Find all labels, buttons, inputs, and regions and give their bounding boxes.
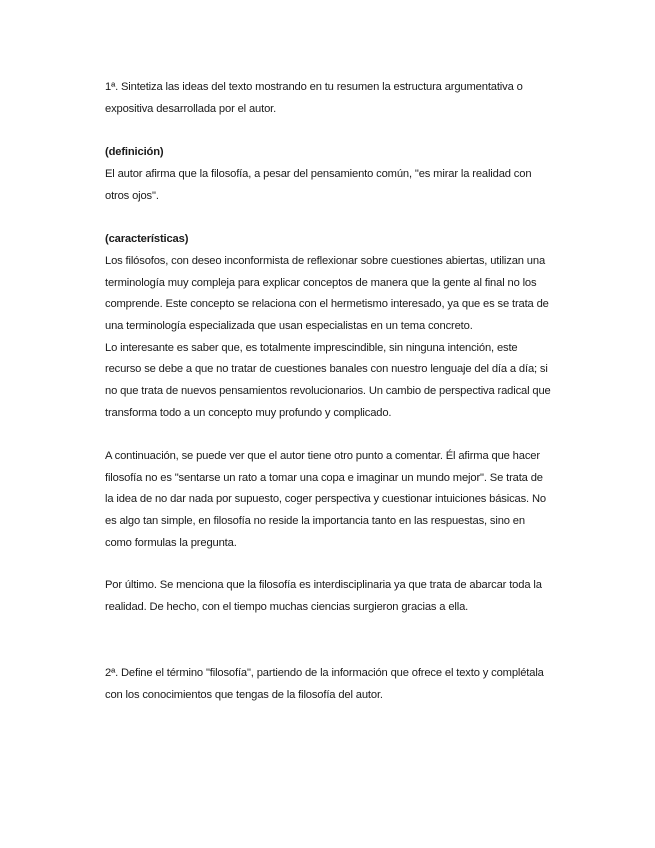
definicion-heading: (definición)	[105, 146, 164, 158]
caracteristicas-line-8: transforma todo a un concepto muy profundo y complicado.	[105, 407, 392, 419]
question-1-line-2: expositiva desarrollada por el autor.	[105, 103, 277, 115]
caracteristicas-line-4: una terminología especializada que usan especialistas en un tema concreto.	[105, 320, 473, 332]
ultimo-line-2: realidad. De hecho, con el tiempo muchas ciencias surgieron gracias a ella.	[105, 601, 469, 613]
continuacion-line-3: la idea de no dar nada por supuesto, coger perspectiva y cuestionar intuiciones básicas. No	[105, 493, 546, 505]
caracteristicas-line-3: comprende. Este concepto se relaciona con el hermetismo interesado, ya que es se trata de	[105, 298, 549, 310]
definicion-line-2: otros ojos".	[105, 190, 159, 202]
caracteristicas-line-1: Los filósofos, con deseo inconformista de reflexionar sobre cuestiones abiertas, utilizan una	[105, 255, 546, 267]
caracteristicas-heading: (características)	[105, 233, 189, 245]
ultimo-line-1: Por último. Se menciona que la filosofía es interdisciplinaria ya que trata de abarcar toda la	[105, 579, 542, 591]
question-2-line-1: 2ª. Define el término "filosofía", partiendo de la información que ofrece el texto y complétala	[105, 667, 544, 679]
question-1-line-1: 1ª. Sintetiza las ideas del texto mostrando en tu resumen la estructura argumentativa o	[105, 81, 523, 93]
definicion-line-1: El autor afirma que la filosofía, a pesar del pensamiento común, "es mirar la realidad con	[105, 168, 532, 180]
continuacion-line-4: es algo tan simple, en filosofía no reside la importancia tanto en las respuestas, sino en	[105, 515, 525, 527]
continuacion-line-5: como formulas la pregunta.	[105, 537, 237, 549]
continuacion-line-2: filosofía no es "sentarse un rato a tomar una copa e imaginar un mundo mejor". Se trata de	[105, 472, 543, 484]
question-2-line-2: con los conocimientos que tengas de la filosofía del autor.	[105, 689, 383, 701]
caracteristicas-line-7: no que trata de nuevos pensamientos revolucionarios. Un cambio de perspectiva radical que	[105, 385, 551, 397]
caracteristicas-line-2: terminología muy compleja para explicar conceptos de manera que la gente al final no los	[105, 277, 537, 289]
caracteristicas-line-5: Lo interesante es saber que, es totalmente imprescindible, sin ninguna intención, este	[105, 342, 518, 354]
caracteristicas-line-6: recurso se debe a que no tratar de cuestiones banales con nuestro lenguaje del día a día; si	[105, 363, 548, 375]
continuacion-line-1: A continuación, se puede ver que el autor tiene otro punto a comentar. Él afirma que hacer	[105, 450, 540, 462]
